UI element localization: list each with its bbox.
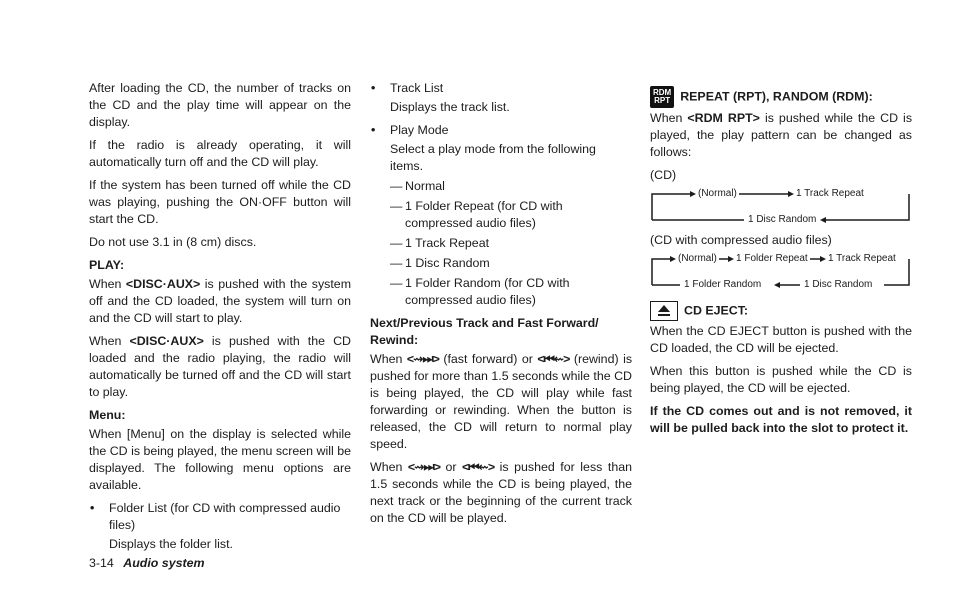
diagram-normal-label: (Normal) [678,253,717,264]
paragraph-load: After loading the CD, the number of tracks on the CD and the play time will appear on the display. [89,81,351,129]
paragraph-fast-forward: When <⇝⏭> (fast forward) or <⏮⇜> (rewind) is pushed for more than 1.5 seconds while the CD is being played, the CD will play while fast forwarding or rewinding. When the button is released, the CD will return to normal play speed. [370,352,633,451]
seek-forward-button-ref: <⇝⏭> [406,352,439,366]
seek-back-button-ref: <⏮⇜> [537,352,570,366]
bullet-track-list: • Track List [370,80,632,97]
diagram-disc-random-label: 1 Disc Random [748,214,817,225]
paragraph-play-2: When <DISC·AUX> is pushed with the CD loaded and the radio playing, the radio will automatically be turned off and the CD will start to play. [89,334,351,399]
paragraph-skip: When <⇝⏭> or <⏮⇜> is pushed for less than 1.5 seconds while the CD is being played, the next track or the beginning of the current track on the CD will be played. [370,460,633,525]
paragraph-eject-warning: If the CD comes out and is not removed, it will be pulled back into the slot to protect it. [650,404,912,435]
bullet-folder-list: • Folder List (for CD with compressed audio files) [89,500,351,534]
mode-item: — Normal [390,179,445,193]
mode-item: — 1 Track Repeat [390,236,490,250]
seek-forward-button-ref: <⇝⏭> [407,460,440,474]
mode-item: — 1 Folder Repeat (for CD with compressed audio files) [390,199,563,230]
cd-mode-cycle-diagram [650,188,912,224]
diagram-disc-random-label: 1 Disc Random [804,279,873,290]
diagram-track-repeat-label: 1 Track Repeat [828,253,896,264]
compressed-mode-cycle-diagram [650,253,912,289]
paragraph-menu: When [Menu] on the display is selected while the CD is being played, the menu screen will be displayed. The following menu options are available. [89,427,351,492]
diagram-folder-repeat-label: 1 Folder Repeat [736,253,808,264]
diagram-folder-random-label: 1 Folder Random [684,279,762,290]
heading-repeat-random: RDM RPT REPEAT (RPT), RANDOM (RDM): [650,86,912,108]
rdm-rpt-icon: RDM RPT [650,86,674,108]
column-middle [370,80,632,533]
bullet-play-mode: • Play Mode [370,122,632,139]
heading-cd-eject: CD EJECT: [650,301,912,321]
bullet-play-mode-desc: Select a play mode from the following items. [390,142,596,173]
bullet-folder-list-desc: Displays the folder list. [109,537,233,551]
paragraph-eject-1: When the CD EJECT button is pushed with the CD loaded, the CD will be ejected. [650,324,912,355]
paragraph-radio: If the radio is already operating, it will automatically turn off and the CD will play. [89,138,351,169]
paragraph-play-1: When <DISC·AUX> is pushed with the system off and the CD loaded, the system will turn on and the CD will start to play. [89,277,352,325]
page-number: 3-14 [89,556,114,570]
column-left [89,80,351,559]
paragraph-repeat: When <RDM RPT> is pushed while the CD is played, the play pattern can be changed as follows: [650,111,913,159]
diagram-normal-label: (Normal) [698,188,737,199]
label-cd: (CD) [650,168,677,182]
paragraph-system-off: If the system has been turned off while the CD was playing, pushing the ON·OFF button will start the CD. [89,178,351,226]
heading-play: PLAY: [89,258,125,272]
diagram-track-repeat-label: 1 Track Repeat [796,188,864,199]
paragraph-eject-2: When this button is pushed while the CD is being played, the CD will be ejected. [650,364,912,395]
label-cd-compressed: (CD with compressed audio files) [650,233,832,247]
bullet-track-list-desc: Displays the track list. [390,100,510,114]
paragraph-disc-size: Do not use 3.1 in (8 cm) discs. [89,235,257,249]
eject-icon [650,301,678,321]
seek-back-button-ref: <⏮⇜> [462,460,495,474]
mode-item: — 1 Folder Random (for CD with compressed audio files) [390,276,570,307]
page-footer [89,556,205,570]
disc-aux-button-ref: <DISC·AUX> [125,277,201,291]
column-right [650,80,912,443]
rdm-rpt-button-ref: <RDM RPT> [687,111,760,125]
heading-menu: Menu: [89,408,126,422]
section-title: Audio system [123,556,205,570]
heading-next-previous: Next/Previous Track and Fast Forward/ Rewind: [370,316,599,347]
mode-item: — 1 Disc Random [390,256,490,270]
disc-aux-button-ref: <DISC·AUX> [129,334,204,348]
